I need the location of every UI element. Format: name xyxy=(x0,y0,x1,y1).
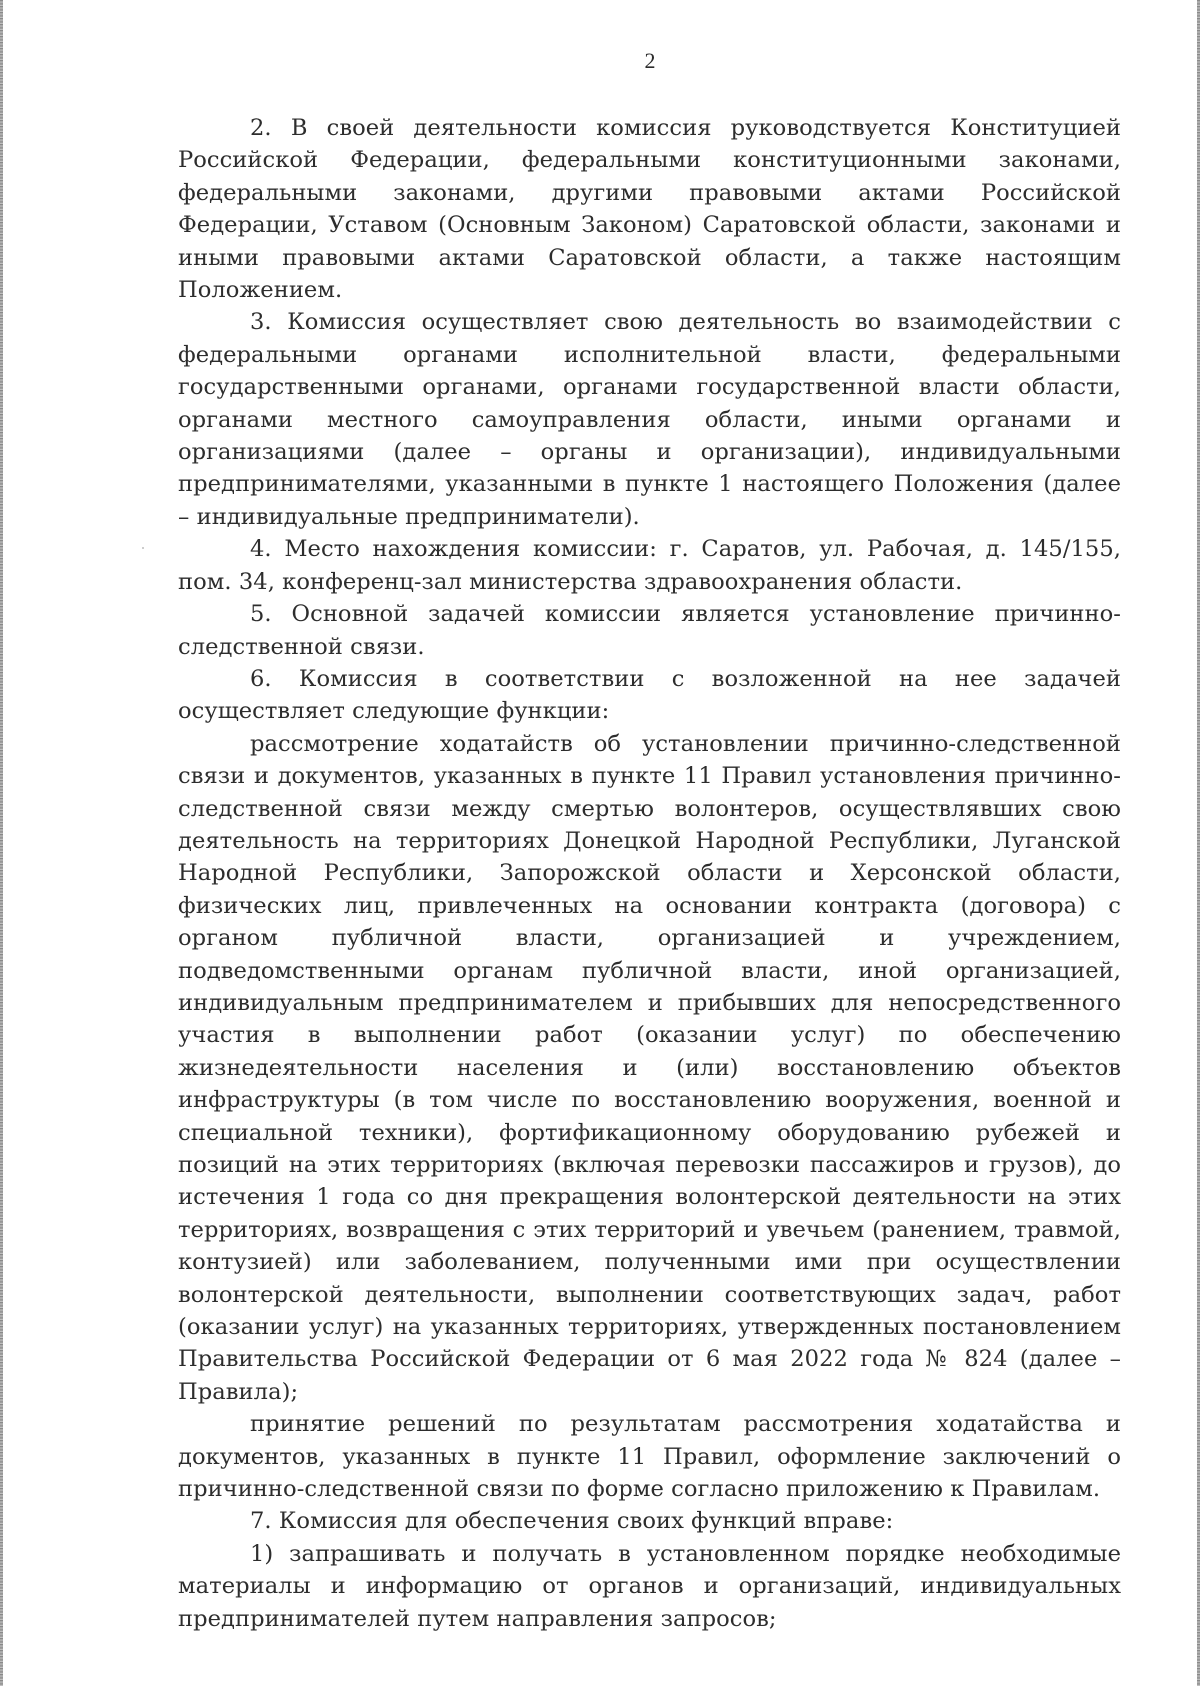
document-body xyxy=(178,112,1121,1635)
scan-left-edge xyxy=(0,0,3,1686)
scan-speck xyxy=(142,547,144,549)
page-number: 2 xyxy=(644,48,656,73)
paragraph-6-functions: 6. Комиссия в соответствии с возложенной на нее задачей осуществляет следующие функции: xyxy=(178,665,1121,725)
paragraph-3-interaction: 3. Комиссия осуществляет свою деятельность во взаимодействии с федеральными органами исполнительной власти, федеральными государственными органами, органами государственной власти области, органами местного самоуправления области, иными органами и организациями (далее – органы и организации), индивидуальными предпринимателями, указанными в пункте 1 настоящего Положения (далее – индивидуальные предприниматели). xyxy=(178,309,1121,530)
paragraph-4-location: 4. Место нахождения комиссии: г. Саратов, ул. Рабочая, д. 145/155, пом. 34, конференц-зал министерства здравоохранения области. xyxy=(178,536,1121,595)
paragraph-7-rights: 7. Комиссия для обеспечения своих функций вправе: xyxy=(250,1508,894,1535)
right-1-request-materials: 1) запрашивать и получать в установленном порядке необходимые материалы и информацию от органов и организаций, индивидуальных предпринимателей путем направления запросов; xyxy=(178,1540,1121,1632)
paragraph-5-main-task: 5. Основной задачей комиссии является установление причинно-следственной связи. xyxy=(178,601,1121,660)
function-review-petitions: рассмотрение ходатайств об установлении причинно-следственной связи и документов, указанных в пункте 11 Правил установления причинно-следственной связи между смертью волонтеров, осуществлявших свою деятельность на территориях Донецкой Народной Республики, Луганской Народной Республики, Запорожской области и Херсонской области, физических лиц, привлеченных на основании контракта (договора) с органом публичной власти, организацией и учреждением, подведомственными органам публичной власти, иной организацией, индивидуальным предпринимателем и прибывших для непосредственного участия в выполнении работ (оказании услуг) по обеспечению жизнедеятельности населения и (или) восстановлению объектов инфраструктуры (в том числе по восстановлению вооружения, военной и специальной техники), фортификационному оборудованию рубежей и позиций на этих территориях (включая перевозки пассажиров и грузов), до истечения 1 года со дня прекращения волонтерской деятельности на этих территориях, возвращения с этих территорий и увечьем (ранением, травмой, контузией) или заболеванием, полученными ими при осуществлении волонтерской деятельности, выполнении соответствующих задач, работ (оказании услуг) на указанных территориях, утвержденных постановлением Правительства Российской Федерации от 6 мая 2022 года № 824 (далее – Правила); xyxy=(178,730,1121,1405)
function-make-decisions: принятие решений по результатам рассмотрения ходатайства и документов, указанных в пункте 11 Правил, оформление заключений о причинно-следственной связи по форме согласно приложению к Правилам. xyxy=(178,1411,1121,1503)
paragraph-2-legal-basis: 2. В своей деятельности комиссия руководствуется Конституцией Российской Федерации, федеральными конституционными законами, федеральными законами, другими правовыми актами Российской Федерации, Уставом (Основным Законом) Саратовской области, законами и иными правовыми актами Саратовской области, а также настоящим Положением. xyxy=(178,115,1121,304)
